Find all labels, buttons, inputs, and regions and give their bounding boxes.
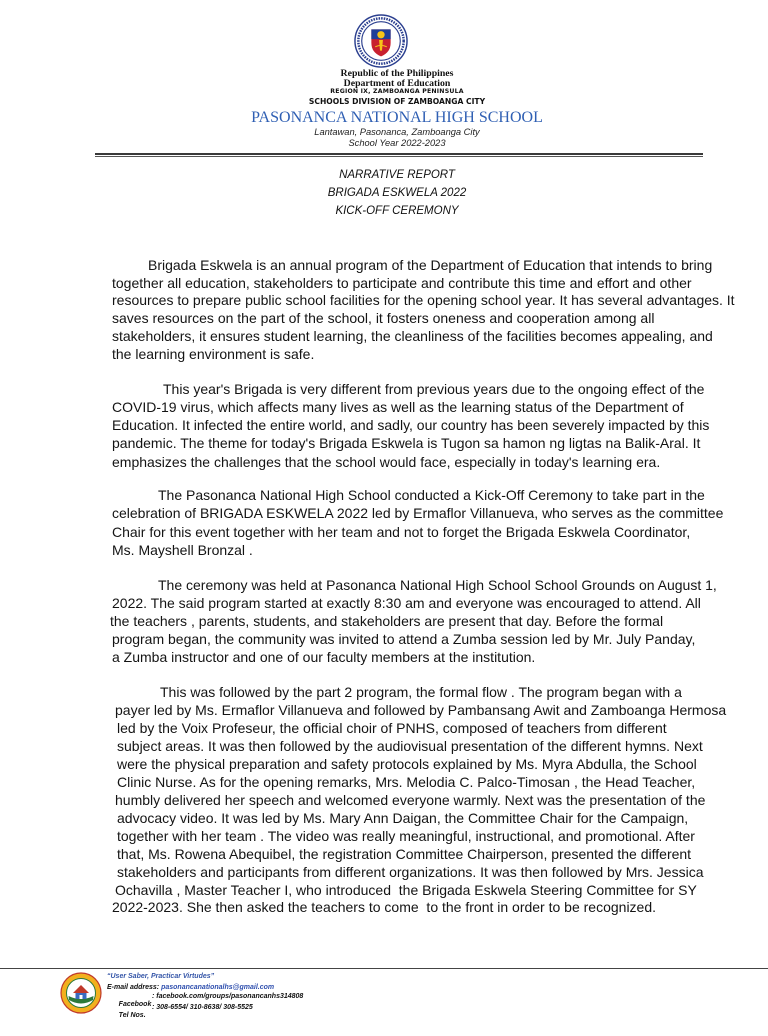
- paragraph-line: humbly delivered her speech and welcomed everyone warmly. Next was the presentation of the: [115, 792, 706, 808]
- paragraph-line: advocacy video. It was led by Ms. Mary Ann Daigan, the Committee Chair for the Campaign,: [117, 810, 689, 826]
- footer-tel-row: [107, 1004, 307, 1036]
- paragraph-line: program began, the community was invited to attend a Zumba session led by Mr. July Panday,: [112, 631, 696, 647]
- paragraph-line: payer led by Ms. Ermaflor Villanueva and followed by Pambansang Awit and Zamboanga Hermosa: [115, 702, 727, 718]
- paragraph-line: Ms. Mayshell Bronzal .: [112, 542, 253, 558]
- paragraph-line: the learning environment is safe.: [112, 346, 315, 362]
- paragraph-line: a Zumba instructor and one of our faculty members at the institution.: [112, 649, 536, 665]
- paragraph-line: COVID-19 virus, which affects many lives as well as the learning status of the Department of: [112, 399, 684, 415]
- paragraph-line: 2022. The said program started at exactly 8:30 am and everyone was encouraged to attend. All: [112, 595, 701, 611]
- paragraph-line: This was followed by the part 2 program, the formal flow . The program began with a: [160, 684, 682, 700]
- paragraph-line: led by the Voix Profeseur, the official choir of PNHS, composed of teachers from different: [117, 720, 667, 736]
- paragraph-line: Ochavilla , Master Teacher I, who introduced the Brigada Eskwela Steering Committee for SY: [115, 882, 697, 898]
- paragraph-line: stakeholders and participants from different organizations. It was then followed by Mrs. Jessica: [117, 864, 704, 880]
- header-rule: [95, 153, 703, 157]
- paragraph-line: Brigada Eskwela is an annual program of the Department of Education that intends to bring: [148, 257, 713, 273]
- school-year: School Year 2022-2023: [348, 138, 446, 148]
- republic-line: Republic of the Philippines: [340, 68, 454, 79]
- footer-motto: “User Saber, Practicar Virtudes”: [107, 973, 215, 980]
- paragraph-line: stakeholders, it ensures student learning, the cleanliness of the facilities becomes appealing, and: [112, 328, 713, 344]
- paragraph-line: the teachers , parents, students, and stakeholders are present that day. Before the formal: [110, 613, 664, 629]
- paragraph-line: 2022-2023. She then asked the teachers to come to the front in order to be recognized.: [112, 899, 657, 915]
- email-address: pasonancanationalhs@gmail.com: [161, 984, 275, 991]
- paragraph-line: The Pasonanca National High School conducted a Kick-Off Ceremony to take part in the: [158, 487, 705, 503]
- paragraph-line: saves resources on the part of the school, it fosters oneness and cooperation among all: [112, 310, 655, 326]
- footer-rule: [0, 968, 768, 969]
- report-title-line-2: BRIGADA ESKWELA 2022: [327, 187, 467, 199]
- report-title-line-3: KICK-OFF CEREMONY: [335, 205, 459, 217]
- paragraph-line: together with her team . The video was really meaningful, instructional, and promotional. After: [117, 828, 695, 844]
- division-line: SCHOOLS DIVISION OF ZAMBOANGA CITY: [308, 97, 486, 106]
- region-line: REGION IX, ZAMBOANGA PENINSULA: [330, 88, 464, 95]
- facebook-url: : facebook.com/groups/pasonancanhs314808: [152, 993, 304, 1000]
- paragraph-line: Education. It infected the entire world, and sadly, our country has been severely impacted by this: [112, 417, 710, 433]
- school-logo-icon: [60, 972, 102, 1014]
- school-name: PASONANCA NATIONAL HIGH SCHOOL: [251, 109, 543, 126]
- deped-seal-icon: [354, 14, 408, 68]
- paragraph-line: resources to prepare public school facilities for the opening school year. It has several advantages. It: [112, 292, 735, 308]
- paragraph-line: Chair for this event together with her team and not to forget the Brigada Eskwela Coordinator,: [112, 524, 691, 540]
- paragraph-line: celebration of BRIGADA ESKWELA 2022 led by Ermaflor Villanueva, who serves as the committee: [112, 505, 724, 521]
- paragraph-line: Clinic Nurse. As for the opening remarks, Mrs. Melodia C. Palco-Timosan , the Head Teacher,: [117, 774, 696, 790]
- department-line: Department of Education: [343, 78, 451, 89]
- paragraph-line: pandemic. The theme for today's Brigada Eskwela is Tugon sa hamon ng ligtas na Balik-Aral. It: [112, 435, 701, 451]
- report-title-line-1: NARRATIVE REPORT: [339, 169, 455, 181]
- school-address: Lantawan, Pasonanca, Zamboanga City: [314, 127, 480, 137]
- email-label: E-mail address:: [107, 984, 162, 991]
- paragraph-line: that, Ms. Rowena Abequibel, the registration Committee Chairperson, presented the different: [117, 846, 692, 862]
- paragraph-line: were the physical preparation and safety protocols explained by Ms. Myra Abdulla, the School: [117, 756, 697, 772]
- paragraph-line: together all education, stakeholders to participate and contribute this time and effort and other: [112, 275, 692, 291]
- tel-label: Tel Nos.: [118, 1012, 146, 1019]
- footer-email-row: [107, 984, 274, 992]
- paragraph-line: emphasizes the challenges that the school would face, especially in today's learning era.: [112, 454, 661, 470]
- paragraph-line: The ceremony was held at Pasonanca National High School School Grounds on August 1,: [158, 577, 717, 593]
- tel-numbers: : 308-6554/ 310-8638/ 308-5525: [152, 1004, 253, 1011]
- paragraph-line: subject areas. It was then followed by the audiovisual presentation of the different hymns. Next: [117, 738, 703, 754]
- paragraph-line: This year's Brigada is very different from previous years due to the ongoing effect of the: [163, 381, 705, 397]
- facebook-label: Facebook: [118, 1001, 152, 1008]
